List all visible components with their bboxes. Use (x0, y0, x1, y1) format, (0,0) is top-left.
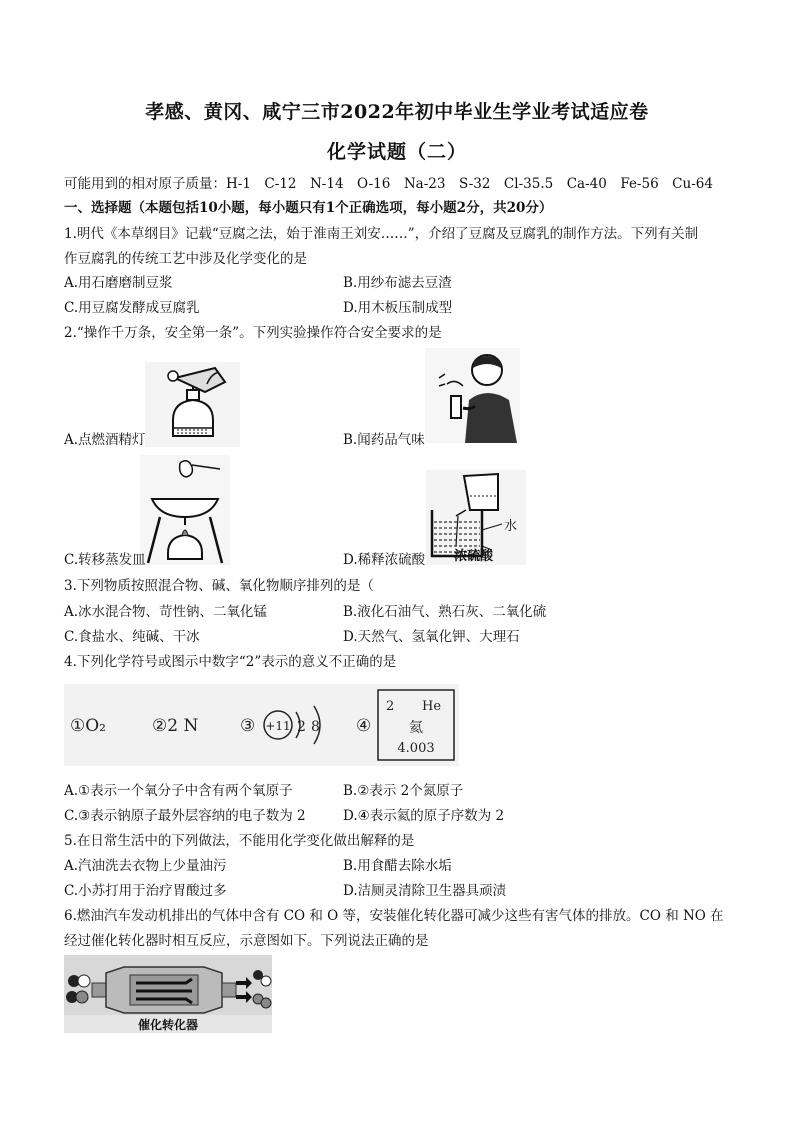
q1-option-c: C.用豆腐发酵成豆腐乳 (64, 300, 200, 316)
q2-option-d: D.稀释浓硫酸 (343, 552, 426, 568)
element-symbol: He (422, 699, 442, 714)
q3-option-c: C.食盐水、纯碱、干冰 (64, 629, 200, 645)
q2-option-c: C.转移蒸发皿 (64, 552, 146, 568)
symbol-2: ②2 N (152, 716, 199, 736)
element-atomic-number: 2 (386, 699, 395, 714)
q3-stem: 3.下列物质按照混合物、碱、氧化物顺序排列的是（ (64, 578, 374, 594)
shell-2-count: 8 (311, 719, 320, 735)
q5-option-a: A.汽油洗去衣物上少量油污 (64, 858, 227, 874)
q2-option-b: B.闻药品气味 (343, 432, 425, 448)
symbol-4: ④ (356, 716, 372, 736)
q5-option-c: C.小苏打用于治疗胃酸过多 (64, 883, 227, 899)
exam-subtitle: 化学试题（二） (326, 141, 467, 163)
q2-option-a: A.点燃酒精灯 (64, 432, 146, 448)
q4-option-a: A.①表示一个氧分子中含有两个氧原子 (64, 783, 293, 799)
smelling-chemical-figure (425, 348, 520, 443)
q5-stem: 5.在日常生活中的下列做法，不能用化学变化做出解释的是 (64, 833, 415, 849)
q1-option-b: B.用纱布滤去豆渣 (343, 275, 452, 291)
q6-stem-line1: 6.燃油汽车发动机排出的气体中含有 CO 和 O 等，安装催化转化器可减少这些有害气体的排放。CO 和 NO 在 (64, 908, 724, 924)
atomic-masses: 可能用到的相对原子质量：H-1 C-12 N-14 O-16 Na-23 S-32 Cl-35.5 Ca-40 Fe-56 Cu-64 (64, 176, 713, 192)
evaporating-dish-transfer-figure (140, 455, 230, 565)
converter-label: 催化转化器 (137, 1018, 199, 1032)
q1-stem-line2: 作豆腐乳的传统工艺中涉及化学变化的是 (64, 251, 307, 267)
nucleus-charge: +11 (265, 719, 291, 733)
q5-option-d: D.洁厕灵清除卫生器具顽渍 (343, 883, 507, 899)
acid-label: 浓硫酸 (454, 549, 494, 564)
element-name: 氦 (409, 720, 423, 736)
q3-option-a: A.冰水混合物、苛性钠、二氧化锰 (64, 604, 268, 620)
q4-option-b: B.②表示 2个氮原子 (343, 783, 464, 799)
water-label: 水 (504, 519, 518, 534)
catalytic-converter-figure (64, 955, 272, 1033)
q1-stem-line1: 1.明代《本草纲目》记载“豆腐之法，始于淮南王刘安……”，介绍了豆腐及豆腐乳的制作方法。下列有关制 (64, 226, 699, 242)
q1-option-a: A.用石磨磨制豆浆 (64, 275, 173, 291)
q5-option-b: B.用食醋去除水垢 (343, 858, 452, 874)
q2-stem: 2.“操作千万条，安全第一条”。下列实验操作符合安全要求的是 (64, 325, 442, 341)
alcohol-lamp-lighting-figure (145, 362, 240, 447)
symbol-1: ①O₂ (70, 716, 106, 736)
q4-option-d: D.④表示氦的原子序数为 2 (343, 808, 505, 824)
exam-title: 孝感、黄冈、咸宁三市2022年初中毕业生学业考试适应卷 (145, 101, 649, 123)
symbol-3: ③ (240, 716, 256, 736)
q6-stem-line2: 经过催化转化器时相互反应，示意图如下。下列说法正确的是 (64, 933, 429, 949)
shell-1-count: 2 (297, 719, 306, 735)
q3-option-b: B.液化石油气、熟石灰、二氧化硫 (343, 604, 547, 620)
q3-option-d: D.天然气、氢氧化钾、大理石 (343, 629, 520, 645)
section-heading: 一、选择题（本题包括10小题，每小题只有1个正确选项，每小题2分，共20分） (64, 200, 553, 216)
element-mass: 4.003 (397, 741, 435, 756)
diluting-sulfuric-acid-figure (426, 470, 526, 565)
q1-option-d: D.用木板压制成型 (343, 300, 453, 316)
chemical-symbols-figure (64, 684, 459, 766)
q4-stem: 4.下列化学符号或图示中数字“2”表示的意义不正确的是 (64, 654, 397, 670)
q4-option-c: C.③表示钠原子最外层容纳的电子数为 2 (64, 808, 306, 824)
